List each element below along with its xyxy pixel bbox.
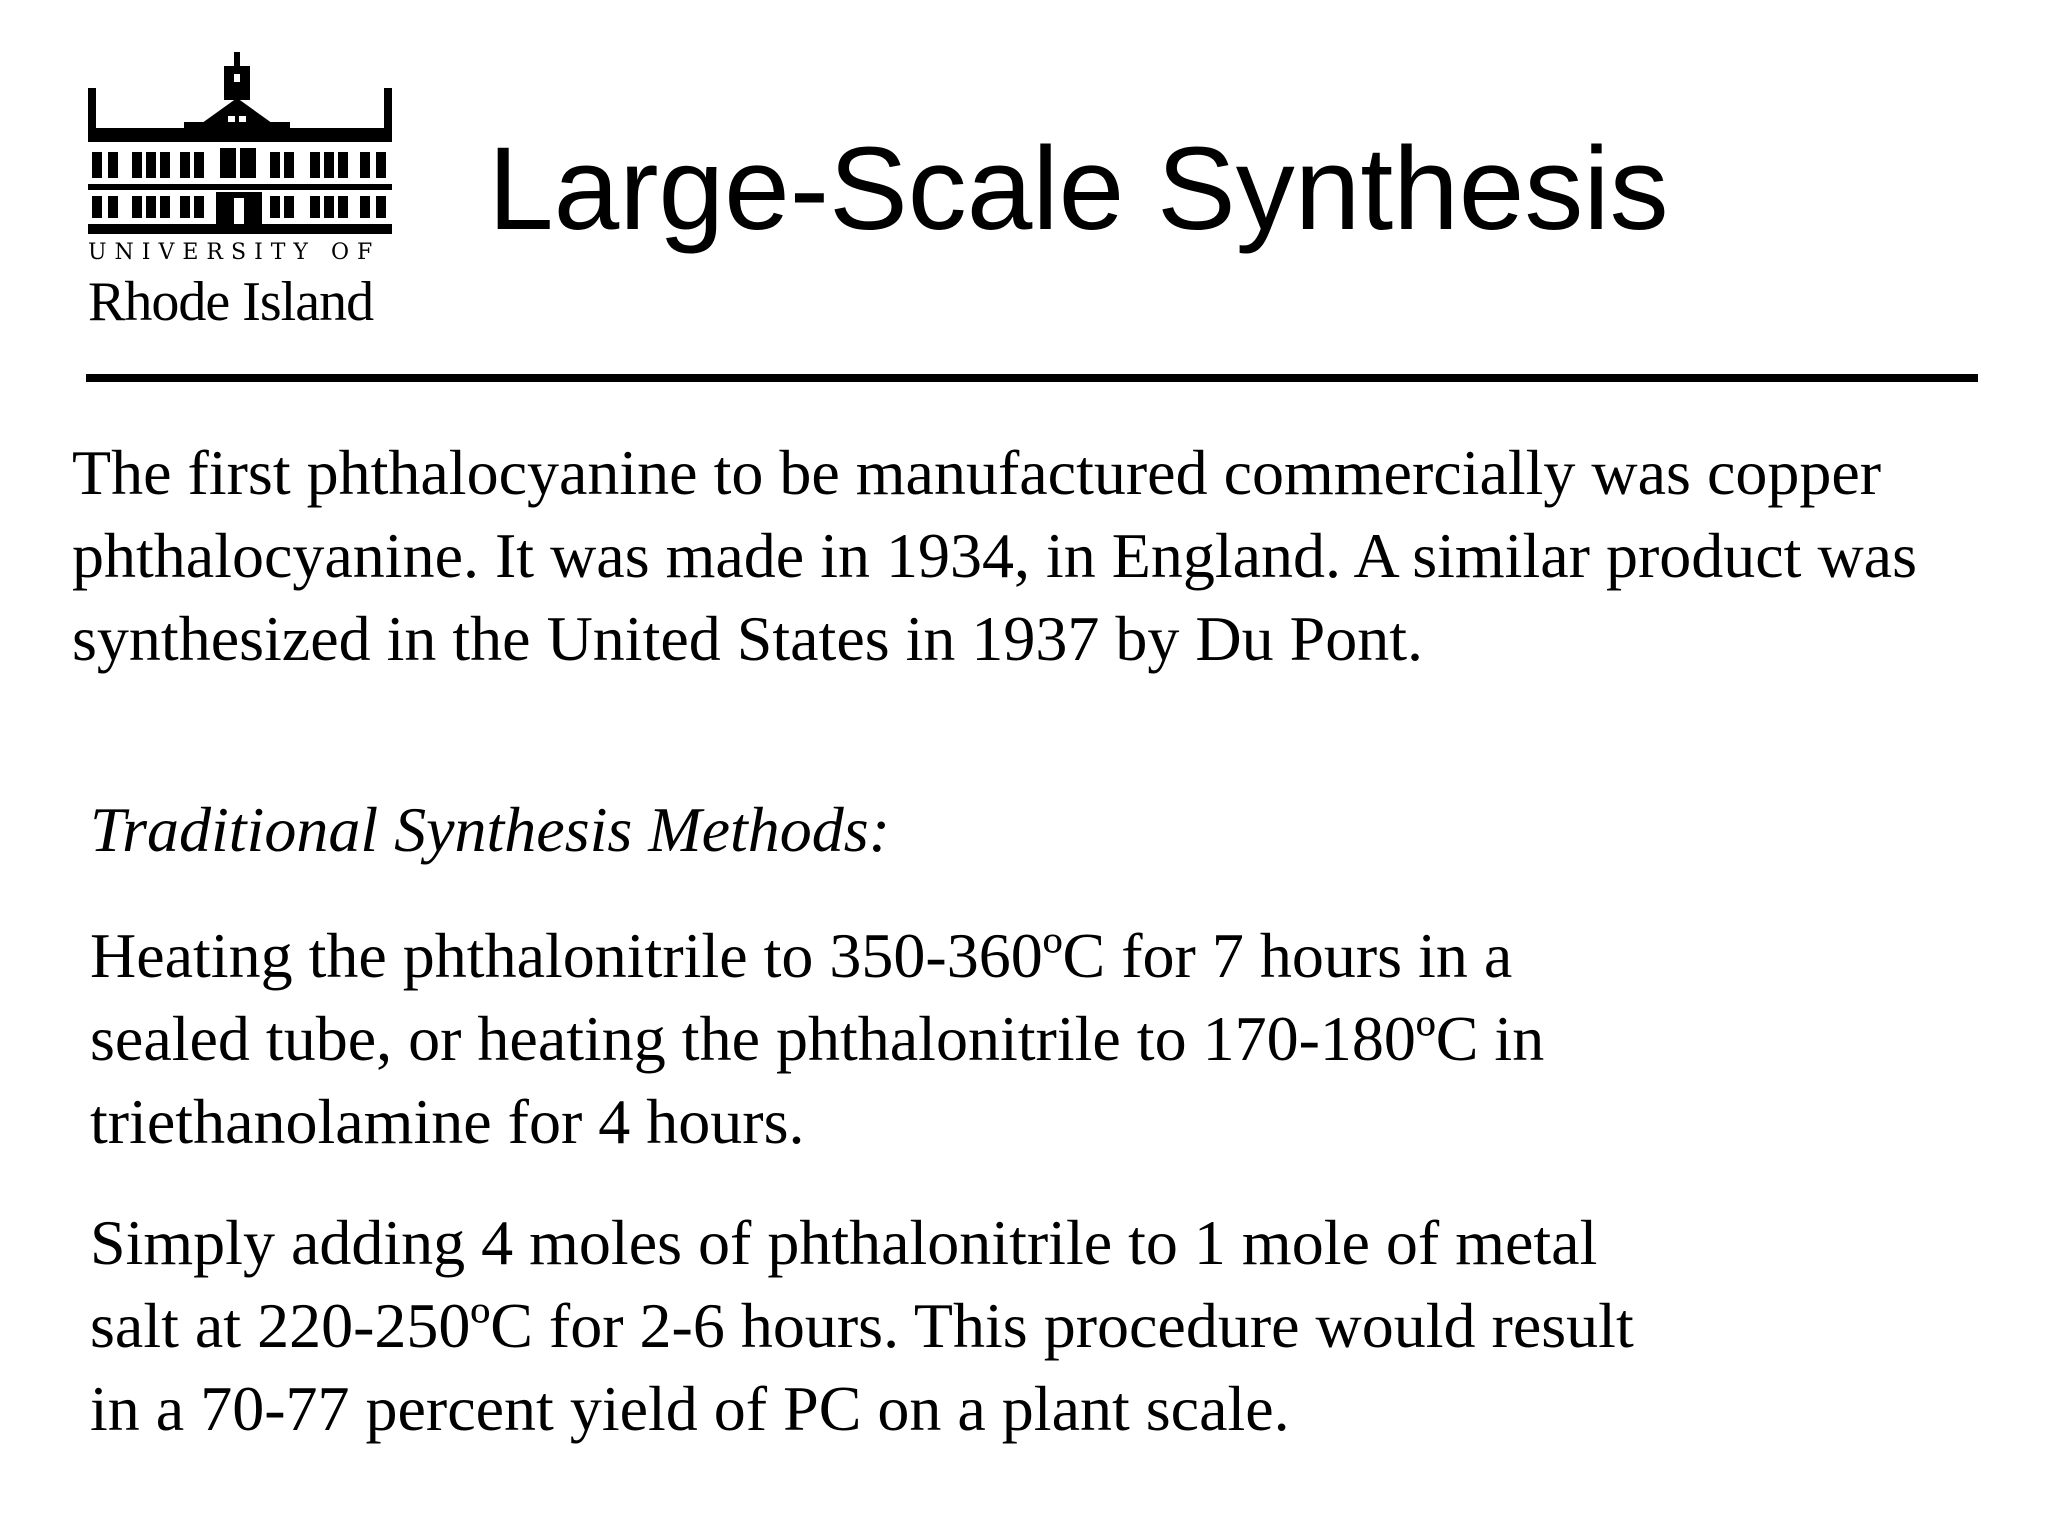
- university-logo: [88, 52, 394, 342]
- method-paragraph: Heating the phthalonitrile to 350-360ºC for 7 hours in a sealed tube, or heating the phthalonitrile to 170-180ºC in triethanolamine for 4 hours.: [90, 920, 1545, 1157]
- logo-university-text: UNIVERSITY OF: [88, 240, 381, 265]
- logo-rhode-island-text: Rhode Island: [88, 271, 374, 333]
- slide-title: Large-Scale Synthesis: [488, 123, 1669, 255]
- intro-paragraph: The first phthalocyanine to be manufactured commercially was copper phthalocyanine. It was made in 1934, in England. A similar product was synthesized in the United States in 1937 by Du Pont.: [72, 437, 1917, 674]
- method-paragraph: Simply adding 4 moles of phthalonitrile to 1 mole of metal salt at 220-250ºC for 2-6 hours. This procedure would result in a 70-77 percent yield of PC on a plant scale.: [90, 1207, 1634, 1444]
- methods-subheading: Traditional Synthesis Methods:: [90, 794, 890, 865]
- building-icon: [88, 52, 394, 242]
- title-divider: [86, 374, 1978, 382]
